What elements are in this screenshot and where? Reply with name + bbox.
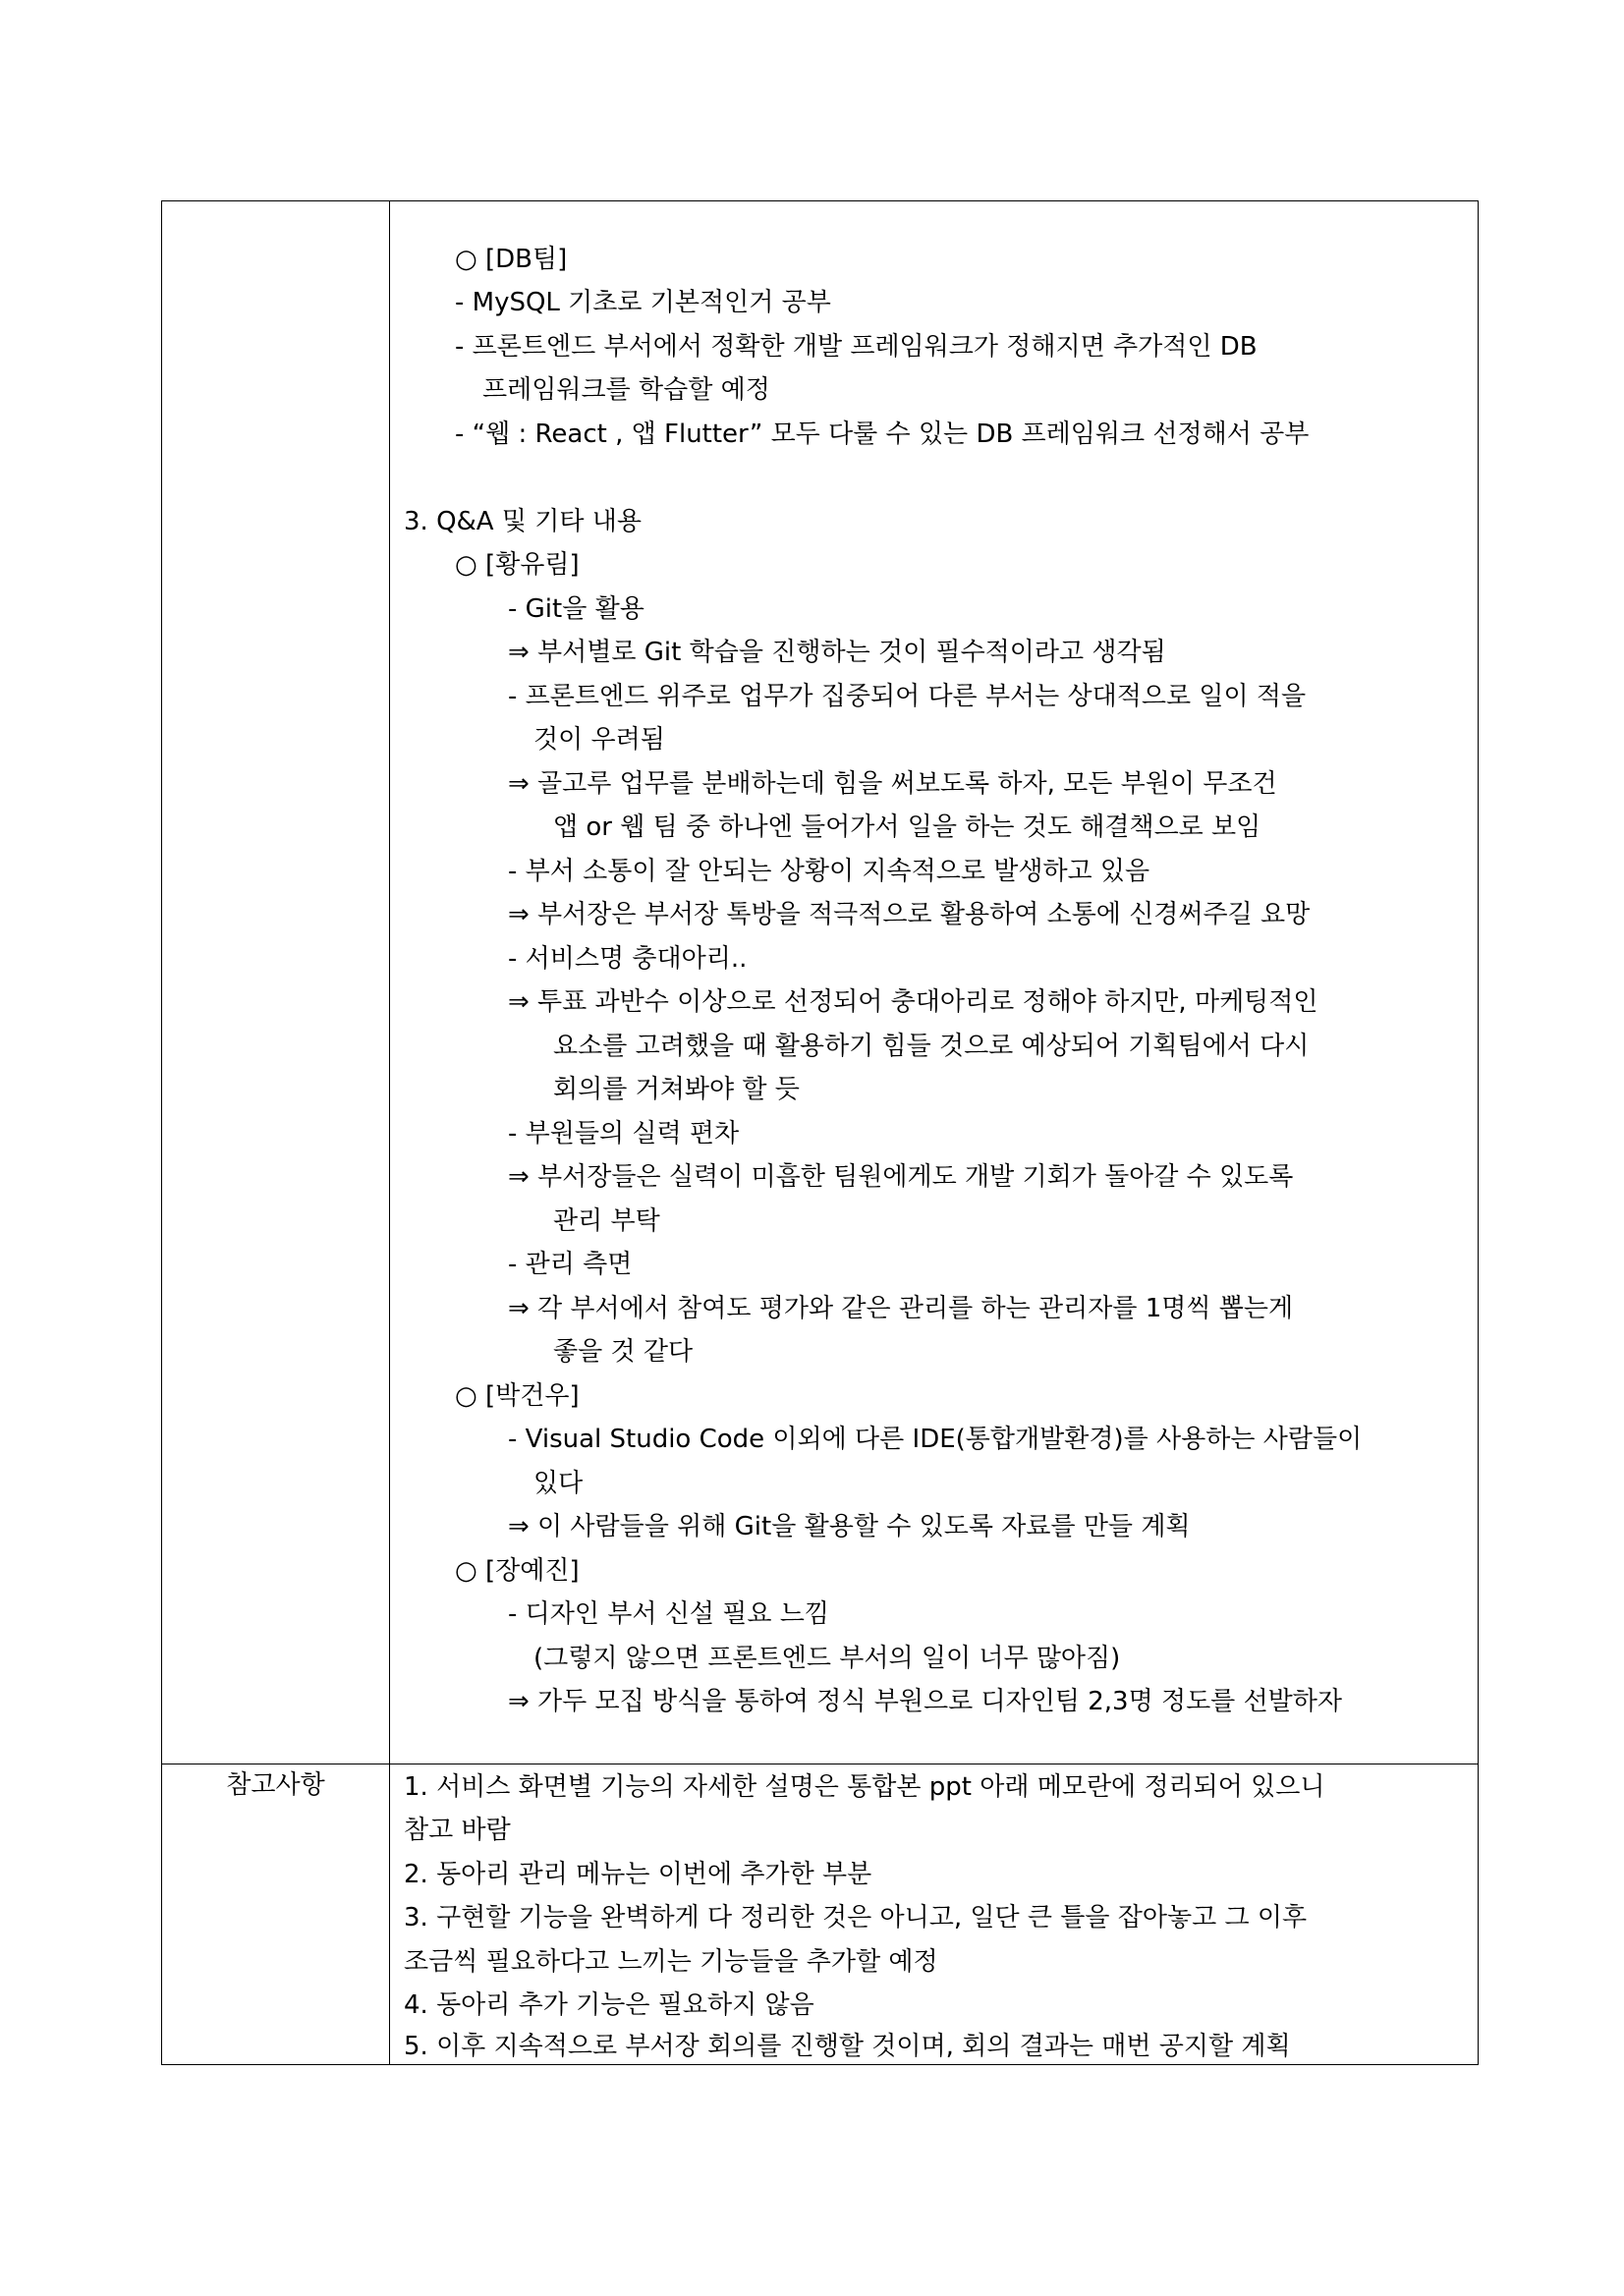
note-item-4: 4. 동아리 추가 기능은 필요하지 않음 [404, 1990, 814, 2020]
jang-item-design: - 디자인 부서 신설 필요 느낌 [508, 1599, 829, 1629]
hwang-item-git: - Git을 활용 [508, 594, 644, 624]
db-team-heading: ○ [DB팀] [455, 245, 568, 274]
park-item-ide-cont: 있다 [533, 1469, 584, 1498]
jang-item-design-note: (그렇지 않으면 프론트엔드 부서의 일이 너무 많아짐) [533, 1644, 1121, 1673]
note-item-3: 3. 구현할 기능을 완벽하게 다 정리한 것은 아니고, 일단 큰 틀을 잡아놓고 그 이후 [404, 1903, 1308, 1932]
park-item-ide: - Visual Studio Code 이외에 다른 IDE(통합개발환경)를 사용하는 사람들이 [508, 1425, 1363, 1454]
note-item-1-cont: 참고 바람 [404, 1816, 511, 1845]
hwang-reply-management: ⇒ 각 부서에서 참여도 평가와 같은 관리를 하는 관리자를 1명씩 뽑는게 [508, 1294, 1294, 1323]
discussion-label-cell [162, 201, 390, 1764]
hwang-item-communication: - 부서 소통이 잘 안되는 상황이 지속적으로 발생하고 있음 [508, 857, 1150, 886]
qa-section-heading: 3. Q&A 및 기타 내용 [404, 507, 642, 536]
db-item-select: - “웹 : React , 앱 Flutter” 모두 다룰 수 있는 DB 프레임워크 선정해서 공부 [455, 420, 1310, 449]
hwang-reply-management-cont: 좋을 것 같다 [553, 1337, 694, 1367]
hwang-item-skill-gap: - 부원들의 실력 편차 [508, 1119, 740, 1148]
hwang-item-management: - 관리 측면 [508, 1250, 633, 1279]
park-reply-ide: ⇒ 이 사람들을 위해 Git을 활용할 수 있도록 자료를 만들 계획 [508, 1512, 1191, 1541]
hwang-reply-communication: ⇒ 부서장은 부서장 톡방을 적극적으로 활용하여 소통에 신경써주길 요망 [508, 900, 1311, 929]
minutes-table [161, 200, 1479, 2065]
hwang-reply-service-name-cont1: 요소를 고려했을 때 활용하기 힘들 것으로 예상되어 기획팀에서 다시 [553, 1032, 1310, 1061]
note-item-5: 5. 이후 지속적으로 부서장 회의를 진행할 것이며, 회의 결과는 매번 공지할 계획 [404, 2032, 1291, 2061]
hwang-reply-workload-cont: 앱 or 웹 팀 중 하나엔 들어가서 일을 하는 것도 해결책으로 보임 [553, 812, 1261, 842]
db-item-framework-cont: 프레임워크를 학습할 예정 [482, 375, 770, 405]
hwang-item-workload: - 프론트엔드 위주로 업무가 집중되어 다른 부서는 상대적으로 일이 적을 [508, 682, 1307, 711]
speaker-jang-heading: ○ [장예진] [455, 1556, 580, 1586]
note-item-2: 2. 동아리 관리 메뉴는 이번에 추가한 부분 [404, 1860, 872, 1889]
hwang-reply-workload: ⇒ 골고루 업무를 분배하는데 힘을 써보도록 하자, 모든 부원이 무조건 [508, 769, 1277, 799]
notes-row [162, 1764, 1479, 2065]
hwang-reply-service-name: ⇒ 투표 과반수 이상으로 선정되어 충대아리로 정해야 하지만, 마케팅적인 [508, 987, 1318, 1017]
speaker-park-heading: ○ [박건우] [455, 1381, 580, 1411]
hwang-reply-skill-gap: ⇒ 부서장들은 실력이 미흡한 팀원에게도 개발 기회가 돌아갈 수 있도록 [508, 1162, 1294, 1192]
notes-label: 참고사항 [162, 1764, 390, 2065]
hwang-reply-service-name-cont2: 회의를 거쳐봐야 할 듯 [553, 1075, 800, 1104]
hwang-reply-git: ⇒ 부서별로 Git 학습을 진행하는 것이 필수적이라고 생각됨 [508, 638, 1166, 667]
discussion-content-cell [390, 201, 1479, 1764]
db-item-framework: - 프론트엔드 부서에서 정확한 개발 프레임워크가 정해지면 추가적인 DB [455, 332, 1258, 362]
discussion-row [162, 201, 1479, 1764]
jang-reply-design: ⇒ 가두 모집 방식을 통하여 정식 부원으로 디자인팀 2,3명 정도를 선발하자 [508, 1687, 1343, 1716]
hwang-item-workload-cont: 것이 우려됨 [533, 725, 665, 755]
notes-content-cell [390, 1764, 1479, 2065]
speaker-hwang-heading: ○ [황유림] [455, 550, 580, 580]
hwang-item-service-name: - 서비스명 충대아리.. [508, 944, 748, 974]
db-item-mysql: - MySQL 기초로 기본적인거 공부 [455, 288, 831, 317]
note-item-3-cont: 조금씩 필요하다고 느끼는 기능들을 추가할 예정 [404, 1947, 938, 1977]
note-item-1: 1. 서비스 화면별 기능의 자세한 설명은 통합본 ppt 아래 메모란에 정리되어 있으니 [404, 1772, 1325, 1802]
hwang-reply-skill-gap-cont: 관리 부탁 [553, 1206, 660, 1236]
